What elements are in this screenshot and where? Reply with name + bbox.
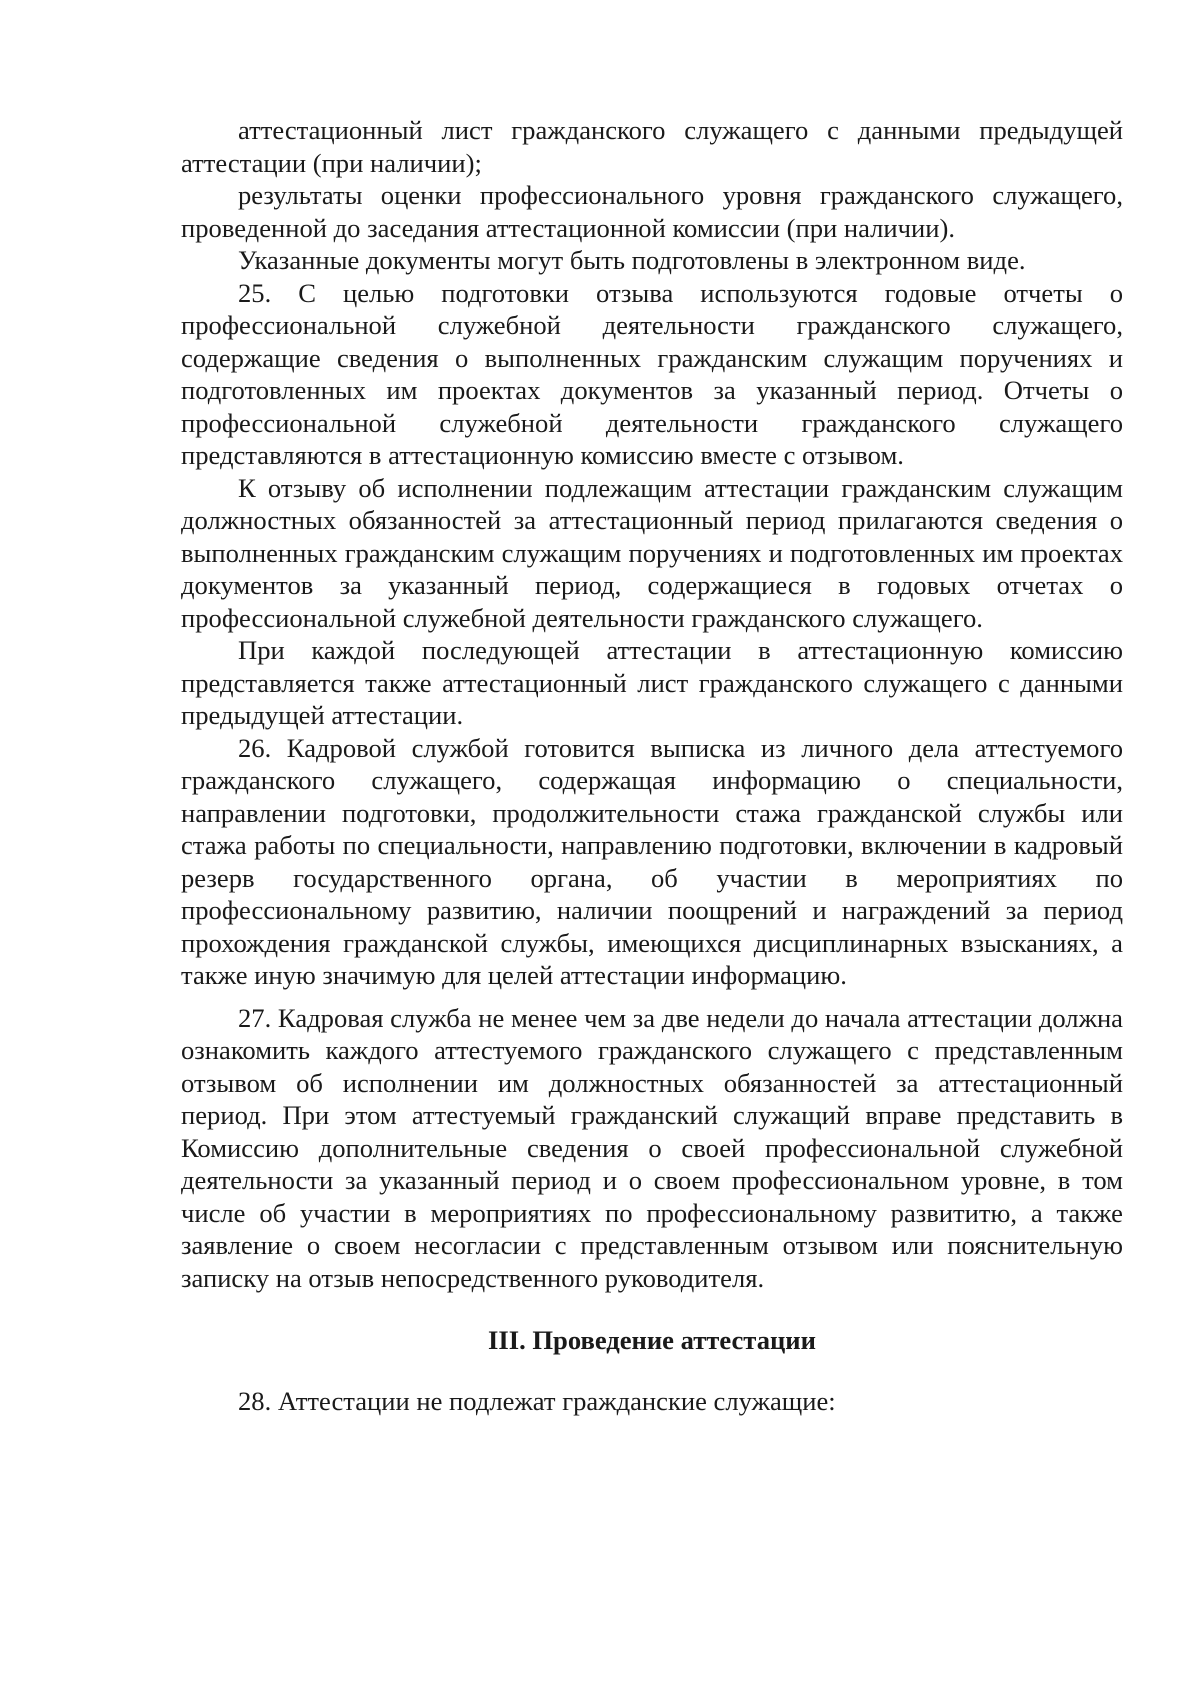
paragraph-item-27: 27. Кадровая служба не менее чем за две недели до начала аттестации должна ознакомить каждого аттестуемого гражданского служащего с представленным отзывом об исполнении им должностных обязанностей за аттестационный период. При этом аттестуемый гражданский служащий вправе представить в Комиссию дополнительные сведения о своей профессиональной служебной деятельности за указанный период и о своем профессиональном уровне, в том числе об участии в мероприятиях по профессиональному развититю, а также заявление о своем несогласии с представленным отзывом или пояснительную записку на отзыв непосредственного руководителя. bbox=[181, 1002, 1123, 1293]
paragraph-electronic-form: Указанные документы могут быть подготовлены в электронном виде. bbox=[238, 245, 1026, 275]
paragraph-review-attachments: К отзыву об исполнении подлежащим аттестации гражданским служащим должностных обязанностей за аттестационный период прилагаются сведения о выполненных гражданским служащим поручениях и подготовленных им проектах документов за указанный период, содержащиеся в годовых отчетах о профессиональной служебной деятельности гражданского служащего. bbox=[181, 472, 1123, 633]
paragraph-item-26: 26. Кадровой службой готовится выписка из личного дела аттестуемого гражданского служащего, содержащая информацию о специальности, направлении подготовки, продолжительности стажа гражданской службы или стажа работы по специальности, направлению подготовки, включении в кадровый резерв государственного органа, об участии в мероприятиях по профессиональному развитию, наличии поощрений и награждений за период прохождения гражданской службы, имеющихся дисциплинарных взысканиях, а также иную значимую для целей аттестации информацию. bbox=[181, 732, 1123, 990]
document-body bbox=[181, 114, 1123, 1417]
section-heading: III. Проведение аттестации bbox=[488, 1325, 816, 1355]
paragraph-item-25: 25. С целью подготовки отзыва используются годовые отчеты о профессиональной служебной деятельности гражданского служащего, содержащие сведения о выполненных гражданским служащим поручениях и подготовленных им проектах документов за указанный период. Отчеты о профессиональной служебной деятельности гражданского служащего представляются в аттестационную комиссию вместе с отзывом. bbox=[181, 277, 1123, 470]
paragraph-attestation-sheet: аттестационный лист гражданского служащего с данными предыдущей аттестации (при наличии); bbox=[181, 115, 1123, 178]
paragraph-assessment-results: результаты оценки профессионального уровня гражданского служащего, проведенной до заседания аттестационной комиссии (при наличии). bbox=[181, 180, 1123, 243]
paragraph-subsequent-attestation: При каждой последующей аттестации в аттестационную комиссию представляется также аттестационный лист гражданского служащего с данными предыдущей аттестации. bbox=[181, 635, 1123, 730]
paragraph-item-28: 28. Аттестации не подлежат гражданские служащие: bbox=[238, 1385, 836, 1416]
